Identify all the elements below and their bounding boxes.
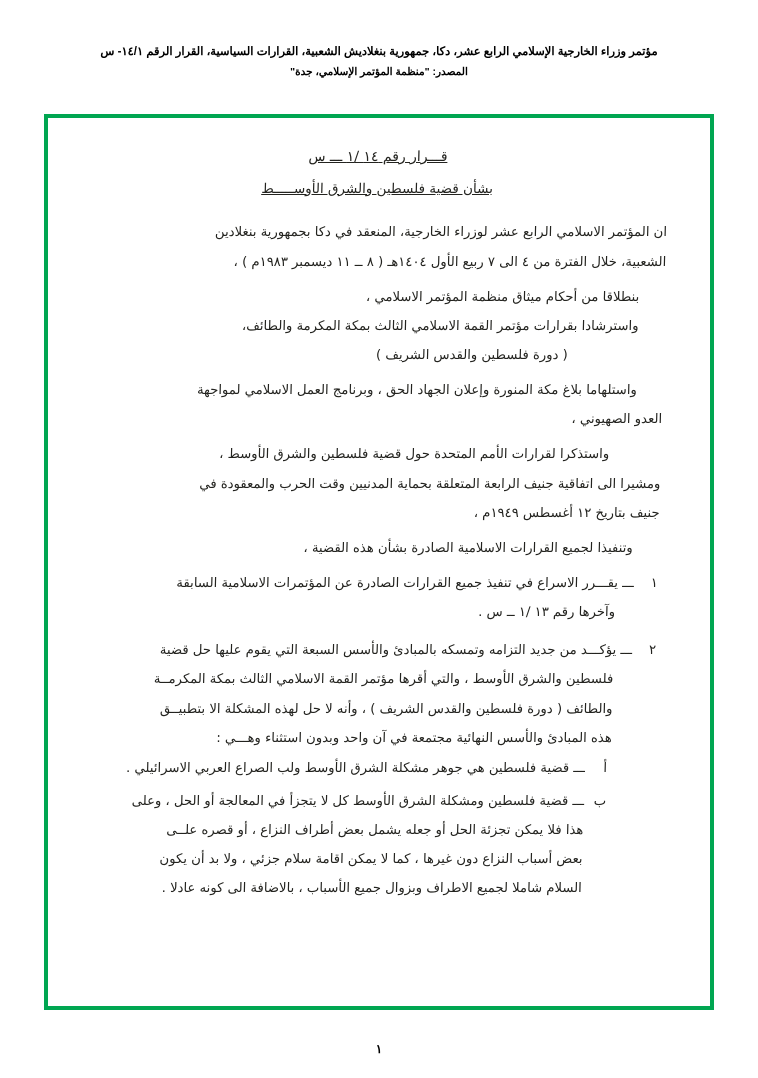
preamble-line: واسترشادا بقرارات مؤتمر القمة الاسلامي الثالث بمكة المكرمة والطائف، — [241, 318, 639, 334]
page-number: ١ — [375, 1042, 383, 1056]
clause-sub-letter: ب — [593, 793, 607, 809]
preamble-line: ( دورة فلسطين والقدس الشريف ) — [375, 348, 568, 363]
clause-item — [75, 571, 659, 629]
clause-sub-line: السلام شاملا لجميع الاطراف وبزوال جميع الأسباب ، بالاضافة الى كونه عادلا . — [161, 881, 583, 897]
preamble-line: ان المؤتمر الاسلامي الرابع عشر لوزراء الخارجية، المنعقد في دكا بجمهورية بنغلادين — [214, 225, 668, 241]
scanned-resolution-body — [25, 118, 710, 1006]
preamble-line: الشعبية، خلال الفترة من ٤ الى ٧ ربيع الأول ١٤٠٤هـ ( ٨ ــ ١١ ديسمبر ١٩٨٣م ) ، — [233, 254, 667, 270]
clause-sub-body — [67, 789, 584, 906]
clause-body — [67, 638, 632, 905]
clause-sub-item — [71, 756, 630, 785]
header-title-line: مؤتمر وزراء الخارجية الإسلامي الرابع عشر، دكا، جمهورية بنغلاديش الشعبية، القرارات السياسية، القرار الرقم ١٤/١- س — [100, 46, 658, 58]
clause-line: هذه المبادئ والأسس النهائية مجتمعة في آن واحد وبدون استثناء وهـــي : — [216, 730, 612, 746]
resolution-title: قـــرار رقم ١٤ /١ ـــ س — [308, 149, 448, 165]
clause-sub-line: بعض أسباب النزاع دون غيرها ، كما لا يمكن اقامة سلام جزئي ، ولا بد أن يكون — [159, 852, 583, 868]
clause-line: ـــ يقـــرر الاسراع في تنفيذ جميع القرارات الصادرة عن المؤتمرات الاسلامية السابقة — [176, 575, 635, 591]
clause-number: ٢ — [648, 643, 657, 659]
preamble-line: وتنفيذا لجميع القرارات الاسلامية الصادرة بشأن هذه القضية ، — [303, 540, 633, 556]
resolution-subtitle: بشأن قضية فلسطين والشرق الأوســـــط — [261, 180, 494, 197]
clause-sub-letter: أ — [603, 760, 608, 776]
preamble-line: واستذكرا لقرارات الأمم المتحدة حول قضية فلسطين والشرق الأوسط ، — [218, 447, 610, 463]
preamble-line: العدو الصهيوني ، — [571, 412, 663, 428]
clause-line: فلسطين والشرق الأوسط ، والتي أقرها مؤتمر القمة الاسلامي الثالث بمكة المكرمــة — [153, 672, 614, 688]
clause-sub-line: ـــ قضية فلسطين ومشكلة الشرق الأوسط كل لا يتجزأ في المعالجة أو الحل ، وعلى — [131, 793, 585, 809]
header-source-line: المصدر: "منظمة المؤتمر الإسلامي، جدة" — [290, 66, 468, 79]
clause-line: ـــ يؤكـــد من جديد التزامه وتمسكه بالمبادئ والأسس السبعة التي يقوم عليها حل قضية — [159, 643, 633, 659]
clause-sub-body — [71, 756, 586, 785]
preamble-line: ومشيرا الى اتفاقية جنيف الرابعة المتعلقة بحماية المدنيين وقت الحرب والمعقودة في — [199, 476, 661, 492]
clause-sub-item — [67, 789, 628, 906]
clause-number: ١ — [650, 575, 659, 591]
clause-body — [75, 571, 635, 629]
clause-sub-line: ـــ قضية فلسطين هي جوهر مشكلة الشرق الأوسط ولب الصراع العربي الاسرائيلي . — [125, 760, 586, 776]
clause-line: وآخرها رقم ١٣ /١ ــ س . — [478, 605, 616, 621]
clause-item — [67, 638, 656, 905]
preamble-line: بنطلاقا من أحكام ميثاق منظمة المؤتمر الاسلامي ، — [365, 289, 640, 305]
document-header — [34, 44, 724, 78]
preamble-line: جنيف بتاريخ ١٢ أغسطس ١٩٤٩م ، — [473, 505, 660, 521]
preamble-line: واستلهاما بلاغ مكة المنورة وإعلان الجهاد الحق ، وبرنامج العمل الاسلامي لمواجهة — [196, 383, 638, 399]
clause-sub-line: هذا فلا يمكن تجزئة الحل أو جعله يشمل بعض أطراف النزاع ، أو قصره علــى — [166, 823, 584, 839]
green-border-frame — [44, 114, 714, 1010]
clause-line: والطائف ( دورة فلسطين والقدس الشريف ) ، وأنه لا حل لهذه المشكلة الا بتطبيــق — [159, 701, 613, 717]
